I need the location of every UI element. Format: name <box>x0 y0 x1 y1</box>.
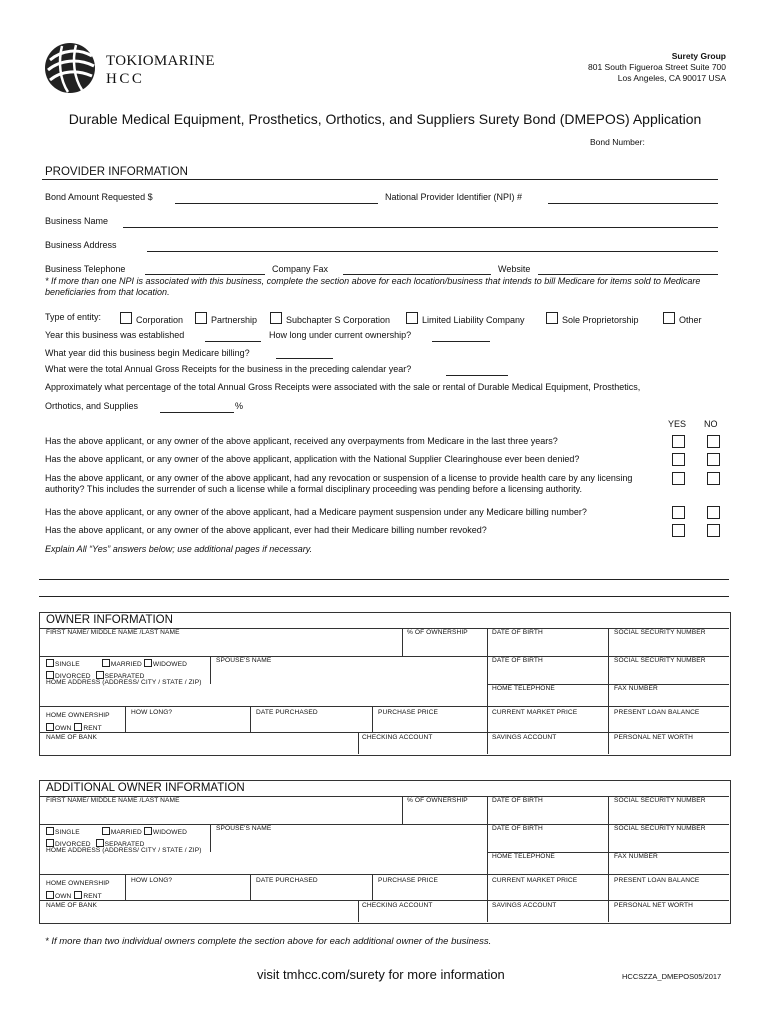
spouse-name-cell[interactable]: SPOUSE'S NAME <box>216 657 272 664</box>
business-telephone-field[interactable] <box>145 274 265 275</box>
divorced-label: DIVORCED <box>55 841 91 848</box>
page-title: Durable Medical Equipment, Prosthetics, Orthotics, and Suppliers Surety Bond (DMEPOS) Application <box>68 111 702 127</box>
bond-number-label: Bond Number: <box>590 137 645 147</box>
spouse-date-of-birth-cell[interactable]: DATE OF BIRTH <box>492 657 543 664</box>
npi-note: * If more than one NPI is associated with this business, complete the section above for each location/business that intends to bill Medicare for items sold to Medicare beneficiaries from that location. <box>45 276 701 297</box>
savings-account-cell[interactable]: SAVINGS ACCOUNT <box>492 734 557 741</box>
spouse-name-cell[interactable]: SPOUSE'S NAME <box>216 825 272 832</box>
llc-checkbox[interactable] <box>406 312 418 324</box>
question-1-yes-checkbox[interactable] <box>672 435 685 448</box>
net-worth-cell[interactable]: PERSONAL NET WORTH <box>614 902 693 909</box>
owner-rule <box>39 900 729 901</box>
widowed-label: WIDOWED <box>152 829 187 836</box>
own-label: OWN <box>55 725 72 732</box>
question-2-yes-checkbox[interactable] <box>672 453 685 466</box>
owner-col-divider <box>372 706 373 732</box>
home-telephone-cell[interactable]: HOME TELEPHONE <box>492 853 555 860</box>
separated-checkbox[interactable] <box>96 671 104 679</box>
rent-label: RENT <box>83 893 102 900</box>
own-option[interactable] <box>46 893 71 900</box>
spouse-date-of-birth-cell[interactable]: DATE OF BIRTH <box>492 825 543 832</box>
owner-col-divider <box>125 874 126 900</box>
rent-checkbox[interactable] <box>74 891 82 899</box>
owner-col-divider <box>402 628 403 656</box>
question-3-no-checkbox[interactable] <box>707 472 720 485</box>
address-line-2: 801 South Figueroa Street Suite 700 <box>588 62 726 72</box>
question-2: Has the above applicant, or any owner of the above applicant, application with the National Supplier Clearinghouse ever been denied? <box>45 454 580 464</box>
widowed-option[interactable] <box>144 829 187 836</box>
owner-col-divider <box>487 796 488 922</box>
first-name-cell[interactable]: FIRST NAME/ MIDDLE NAME /LAST NAME <box>46 629 180 636</box>
owner-footnote: * If more than two individual owners complete the section above for each additional owner of the business. <box>45 936 492 947</box>
corporation-label: Corporation <box>136 315 184 325</box>
question-5-yes-checkbox[interactable] <box>672 524 685 537</box>
market-price-cell[interactable]: CURRENT MARKET PRICE <box>492 877 578 884</box>
single-checkbox[interactable] <box>46 827 54 835</box>
how-long-cell[interactable]: HOW LONG? <box>131 877 173 884</box>
marital-status-row-1 <box>46 659 187 668</box>
purchase-price-cell[interactable]: PURCHASE PRICE <box>378 709 439 716</box>
business-address-field[interactable] <box>147 251 718 252</box>
year-established-field[interactable] <box>205 341 261 342</box>
percentage-label-1: Approximately what percentage of the total Annual Gross Receipts were associated with the sale or rental of Durable Medical Equipment, Prosthetics, <box>45 382 641 392</box>
question-1-no-checkbox[interactable] <box>707 435 720 448</box>
sole-proprietorship-checkbox[interactable] <box>546 312 558 324</box>
owner-col-divider <box>358 900 359 922</box>
sole-proprietorship-label: Sole Proprietorship <box>562 315 639 325</box>
owner-col-divider <box>608 796 609 922</box>
own-checkbox[interactable] <box>46 891 54 899</box>
address-line-1: Surety Group <box>671 51 726 61</box>
marital-status-row-1 <box>46 827 187 836</box>
footer-visit-text: visit tmhcc.com/surety for more information <box>257 967 505 982</box>
entity-sole-proprietorship[interactable] <box>546 312 639 325</box>
spouse-ssn-cell[interactable]: SOCIAL SECURITY NUMBER <box>614 825 706 832</box>
how-long-ownership-field[interactable] <box>432 341 490 342</box>
business-name-label: Business Name <box>45 216 109 226</box>
rent-option[interactable] <box>74 725 101 732</box>
married-option[interactable] <box>102 661 142 668</box>
owner-col-divider <box>125 706 126 732</box>
company-fax-field[interactable] <box>343 274 491 275</box>
medicare-year-label: What year did this business begin Medicare billing? <box>45 348 250 358</box>
loan-balance-cell[interactable]: PRESENT LOAN BALANCE <box>614 709 700 716</box>
home-address-cell[interactable]: HOME ADDRESS (ADDRESS/ CITY / STATE / ZIP) <box>46 679 202 686</box>
explain-line-1[interactable] <box>39 579 729 580</box>
fax-number-cell[interactable]: FAX NUMBER <box>614 685 658 692</box>
medicare-year-field[interactable] <box>276 358 333 359</box>
net-worth-cell[interactable]: PERSONAL NET WORTH <box>614 734 693 741</box>
question-5-no-checkbox[interactable] <box>707 524 720 537</box>
widowed-option[interactable] <box>144 661 187 668</box>
rent-label: RENT <box>83 725 102 732</box>
owner-col-divider <box>372 874 373 900</box>
no-header: NO <box>704 419 718 429</box>
gross-receipts-label: What were the total Annual Gross Receipts for the business in the preceding calendar year? <box>45 364 412 374</box>
owner-col-divider <box>402 796 403 824</box>
explain-note: Explain All “Yes” answers below; use additional pages if necessary. <box>45 544 313 554</box>
subchapter-s-label: Subchapter S Corporation <box>286 315 391 325</box>
gross-receipts-field[interactable] <box>446 375 508 376</box>
ownership-pct-cell[interactable]: % OF OWNERSHIP <box>407 629 468 636</box>
ssn-cell[interactable]: SOCIAL SECURITY NUMBER <box>614 797 706 804</box>
year-established-label: Year this business was established <box>45 330 185 340</box>
divorced-label: DIVORCED <box>55 673 91 680</box>
owner-col-divider <box>487 628 488 754</box>
own-checkbox[interactable] <box>46 723 54 731</box>
married-checkbox[interactable] <box>102 659 110 667</box>
entity-other[interactable] <box>663 312 702 325</box>
savings-account-cell[interactable]: SAVINGS ACCOUNT <box>492 902 557 909</box>
partnership-label: Partnership <box>211 315 258 325</box>
single-label: SINGLE <box>55 661 80 668</box>
corporation-checkbox[interactable] <box>120 312 132 324</box>
subchapter-s-checkbox[interactable] <box>270 312 282 324</box>
business-address-label: Business Address <box>45 240 117 250</box>
ownership-pct-cell[interactable]: % OF OWNERSHIP <box>407 797 468 804</box>
company-fax-label: Company Fax <box>272 264 329 274</box>
widowed-label: WIDOWED <box>152 661 187 668</box>
business-name-field[interactable] <box>123 227 718 228</box>
bond-amount-label: Bond Amount Requested $ <box>45 192 153 202</box>
other-label: Other <box>679 315 702 325</box>
owner-col-divider <box>210 824 211 852</box>
spouse-ssn-cell[interactable]: SOCIAL SECURITY NUMBER <box>614 657 706 664</box>
other-checkbox[interactable] <box>663 312 675 324</box>
website-label: Website <box>498 264 531 274</box>
owner-table-title: ADDITIONAL OWNER INFORMATION <box>46 782 245 794</box>
married-label: MARRIED <box>110 661 142 668</box>
entity-partnership[interactable] <box>195 312 257 325</box>
business-telephone-label: Business Telephone <box>45 264 126 274</box>
question-5: Has the above applicant, or any owner of the above applicant, ever had their Medicare billing number revoked? <box>45 525 487 535</box>
loan-balance-cell[interactable]: PRESENT LOAN BALANCE <box>614 877 700 884</box>
widowed-checkbox[interactable] <box>144 827 152 835</box>
first-name-cell[interactable]: FIRST NAME/ MIDDLE NAME /LAST NAME <box>46 797 180 804</box>
logo-line2: HCC <box>106 71 145 87</box>
date-of-birth-cell[interactable]: DATE OF BIRTH <box>492 629 543 636</box>
llc-label: Limited Liability Company <box>422 315 525 325</box>
home-address-cell[interactable]: HOME ADDRESS (ADDRESS/ CITY / STATE / ZIP) <box>46 847 202 854</box>
single-option[interactable] <box>46 829 80 836</box>
question-4-yes-checkbox[interactable] <box>672 506 685 519</box>
owner-col-divider <box>250 706 251 732</box>
single-checkbox[interactable] <box>46 659 54 667</box>
home-ownership-cell: HOME OWNERSHIP <box>46 712 110 719</box>
entity-corporation[interactable] <box>120 312 183 325</box>
fax-number-cell[interactable]: FAX NUMBER <box>614 853 658 860</box>
rent-option[interactable] <box>74 893 101 900</box>
website-field[interactable] <box>538 274 718 275</box>
separated-checkbox[interactable] <box>96 839 104 847</box>
bond-amount-field[interactable] <box>175 203 378 204</box>
owner-col-divider <box>608 628 609 754</box>
checking-account-cell[interactable]: CHECKING ACCOUNT <box>362 734 433 741</box>
provider-section-title: PROVIDER INFORMATION <box>45 166 188 178</box>
divorced-checkbox[interactable] <box>46 839 54 847</box>
own-label: OWN <box>55 893 72 900</box>
widowed-checkbox[interactable] <box>144 659 152 667</box>
single-label: SINGLE <box>55 829 80 836</box>
entity-subchapter-s[interactable] <box>270 312 390 325</box>
date-purchased-cell[interactable]: DATE PURCHASED <box>256 877 318 884</box>
owner-rule <box>39 874 729 875</box>
logo-line1: TOKIOMARINE <box>106 53 215 69</box>
married-checkbox[interactable] <box>102 827 110 835</box>
home-telephone-cell[interactable]: HOME TELEPHONE <box>492 685 555 692</box>
owner-table-title: OWNER INFORMATION <box>46 614 173 626</box>
percentage-field[interactable] <box>160 412 234 413</box>
partnership-checkbox[interactable] <box>195 312 207 324</box>
checking-account-cell[interactable]: CHECKING ACCOUNT <box>362 902 433 909</box>
separated-label: SEPARATED <box>104 841 145 848</box>
how-long-ownership-label: How long under current ownership? <box>269 330 412 340</box>
date-purchased-cell[interactable]: DATE PURCHASED <box>256 709 318 716</box>
question-3-yes-checkbox[interactable] <box>672 472 685 485</box>
owner-col-divider <box>210 656 211 684</box>
rent-checkbox[interactable] <box>74 723 82 731</box>
address-line-3: Los Angeles, CA 90017 USA <box>617 73 726 83</box>
own-option[interactable] <box>46 725 71 732</box>
married-label: MARRIED <box>110 829 142 836</box>
home-ownership-cell: HOME OWNERSHIP <box>46 880 110 887</box>
question-4-no-checkbox[interactable] <box>707 506 720 519</box>
market-price-cell[interactable]: CURRENT MARKET PRICE <box>492 709 578 716</box>
company-address <box>588 51 726 84</box>
date-of-birth-cell[interactable]: DATE OF BIRTH <box>492 797 543 804</box>
owner-col-divider <box>250 874 251 900</box>
owner-rule <box>39 732 729 733</box>
question-1: Has the above applicant, or any owner of the above applicant, received any overpayments from Medicare in the last three years? <box>45 436 558 446</box>
bank-name-cell[interactable]: NAME OF BANK <box>46 902 98 909</box>
npi-field[interactable] <box>548 203 718 204</box>
owner-rule <box>39 706 729 707</box>
yes-header: YES <box>668 419 687 429</box>
entity-llc[interactable] <box>406 312 525 325</box>
percent-sign: % <box>235 401 244 411</box>
provider-section-rule <box>42 179 718 180</box>
own-rent-row <box>46 891 102 900</box>
question-2-no-checkbox[interactable] <box>707 453 720 466</box>
entity-label: Type of entity: <box>45 312 102 322</box>
married-option[interactable] <box>102 829 142 836</box>
divorced-checkbox[interactable] <box>46 671 54 679</box>
separated-label: SEPARATED <box>104 673 145 680</box>
bank-name-cell[interactable]: NAME OF BANK <box>46 734 98 741</box>
question-4: Has the above applicant, or any owner of the above applicant, had a Medicare payment suspension under any Medicare billing number? <box>45 507 587 517</box>
purchase-price-cell[interactable]: PURCHASE PRICE <box>378 877 439 884</box>
company-logo <box>42 40 215 96</box>
percentage-label-2: Orthotics, and Supplies <box>45 401 139 411</box>
own-rent-row <box>46 723 102 732</box>
ssn-cell[interactable]: SOCIAL SECURITY NUMBER <box>614 629 706 636</box>
how-long-cell[interactable]: HOW LONG? <box>131 709 173 716</box>
owner-col-divider <box>358 732 359 754</box>
footer-form-code: HCCSZZA_DMEPOS05/2017 <box>622 972 722 981</box>
single-option[interactable] <box>46 661 80 668</box>
tokiomarine-logo-icon <box>42 40 100 96</box>
question-3: Has the above applicant, or any owner of the above applicant, had any revocation or suspension of a license to provide health care by any licensing authority? This includes the surrender of such a license while a formal disciplinary proceeding was pending before a licensing authority. <box>45 473 633 494</box>
npi-label: National Provider Identifier (NPI) # <box>385 192 523 202</box>
explain-line-2[interactable] <box>39 596 729 597</box>
